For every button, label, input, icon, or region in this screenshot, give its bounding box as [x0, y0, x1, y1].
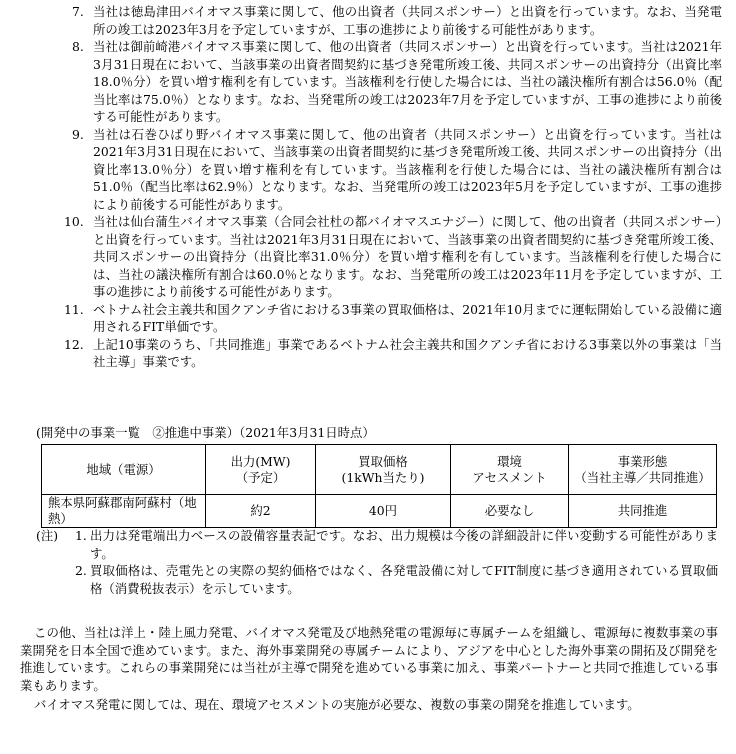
- note-text: 上記10事業のうち、「共同推進」事業であるベトナム社会主義共和国クアンチ省における3事業以外の事業は「当社主導」事業です。: [93, 336, 722, 369]
- note-text: 当社は仙台蒲生バイオマス事業（合同会社杜の都バイオマスエナジー）に関して、他の出資者（共同スポンサー）と出資を行っています。当社は2021年3月31日現在において、当該事業の出資者間契約に基づき発電所竣工後、共同スポンサーの出資持分（出資比率31.0％分）を買い増す権利を有しています。当該権利を行使した場合には、当社の議決権所有割合は60.0％となります。なお、当発電所の竣工は2023年11月を予定していますが、工事の進捗により前後する可能性があります。: [93, 214, 722, 299]
- footnote-text: 買取価格は、売電先との実際の契約価格ではなく、各発電設備に対してFIT制度に基づき適用されている買取価格（消費税抜表示）を示しています。: [90, 563, 718, 596]
- note-8: [0, 38, 736, 126]
- header-assessment: 環境 アセスメント: [451, 445, 569, 495]
- footnote-2: [0, 562, 736, 597]
- header-output: 出力(MW) （予定）: [206, 445, 316, 495]
- note-number: 10.: [64, 214, 84, 229]
- body-paragraph: この他、当社は洋上・陸上風力発電、バイオマス発電及び地熱発電の電源毎に専属チームを組織し、電源毎に複数事業の事業開発を日本全国で進めています。また、海外事業開発の専属チームにより、アジアを中心とした海外事業の開拓及び開発を推進しています。これらの事業開発には当社が主導で開発を進めている事業に加え、事業パートナーと共同で推進している事業もあります。: [20, 625, 718, 693]
- note-text: ベトナム社会主義共和国クアンチ省における3事業の買取価格は、2021年10月までに運転開始している設備に適用されるFIT単価です。: [93, 301, 722, 334]
- numbered-notes: [0, 3, 736, 371]
- note-text: 当社は御前崎港バイオマス事業に関して、他の出資者（共同スポンサー）と出資を行っています。当社は2021年3月31日現在において、当該事業の出資者間契約に基づき発電所竣工後、共同スポンサーの出資持分（出資比率18.0％分）を買い増す権利を有しています。当該権利を行使した場合には、当社の議決権所有割合は56.0％（配当比率は75.0％）となります。なお、当発電所の竣工は2023年7月を予定していますが、工事の進捗により前後する可能性があります。: [93, 39, 722, 124]
- table-footnotes: [0, 527, 736, 597]
- table-row: [42, 495, 717, 528]
- footnote-number: 1.: [75, 528, 87, 543]
- cell-region: 熊本県阿蘇郡南阿蘇村（地熱）: [42, 495, 206, 528]
- cell-form: 共同推進: [569, 495, 717, 528]
- cell-output: 約2: [206, 495, 316, 528]
- table-caption: (開発中の事業一覧 ②推進中事業）（2021年3月31日時点）: [36, 425, 375, 440]
- note-11: [0, 301, 736, 336]
- cell-assessment: 必要なし: [451, 495, 569, 528]
- note-number: 11.: [64, 301, 84, 317]
- body-paragraph: バイオマス発電に関しては、現在、環境アセスメントの実施が必要な、複数の事業の開発を推進しています。: [34, 697, 640, 712]
- projects-table: [41, 444, 717, 528]
- note-number: 8.: [72, 39, 84, 54]
- table-header-row: [42, 445, 717, 495]
- note-9: [0, 126, 736, 214]
- footnote-1: [0, 527, 736, 562]
- note-text: 当社は徳島津田バイオマス事業に関して、他の出資者（共同スポンサー）と出資を行っています。なお、当発電所の竣工は2023年3月を予定していますが、工事の進捗により前後する可能性があります。: [93, 4, 722, 37]
- header-price: 買取価格 (1kWh当たり): [316, 445, 451, 495]
- footnote-text: 出力は発電端出力ベースの設備容量表記です。なお、出力規模は今後の詳細設計に伴い変動する可能性があります。: [90, 528, 718, 561]
- note-7: [0, 3, 736, 38]
- note-number: 7.: [72, 4, 84, 19]
- body-text: [20, 624, 718, 714]
- note-text: 当社は石巻ひばり野バイオマス事業に関して、他の出資者（共同スポンサー）と出資を行っています。当社は2021年3月31日現在において、当該事業の出資者間契約に基づき発電所竣工後、共同スポンサーの出資持分（出資比率13.0％分）を買い増す権利を有しています。当該権利を行使した場合には、当社の議決権所有割合は51.0％（配当比率は62.9％）となります。なお、当発電所の竣工は2023年5月を予定していますが、工事の進捗により前後する可能性があります。: [93, 126, 722, 212]
- footnote-mark: (注): [36, 528, 59, 543]
- note-12: [0, 336, 736, 371]
- footnote-number: 2.: [75, 563, 87, 578]
- note-10: [0, 213, 736, 301]
- header-form: 事業形態 （当社主導／共同推進）: [569, 445, 717, 495]
- header-region: 地域（電源）: [42, 445, 206, 495]
- cell-price: 40円: [316, 495, 451, 528]
- note-number: 12.: [64, 336, 84, 352]
- note-number: 9.: [72, 126, 84, 142]
